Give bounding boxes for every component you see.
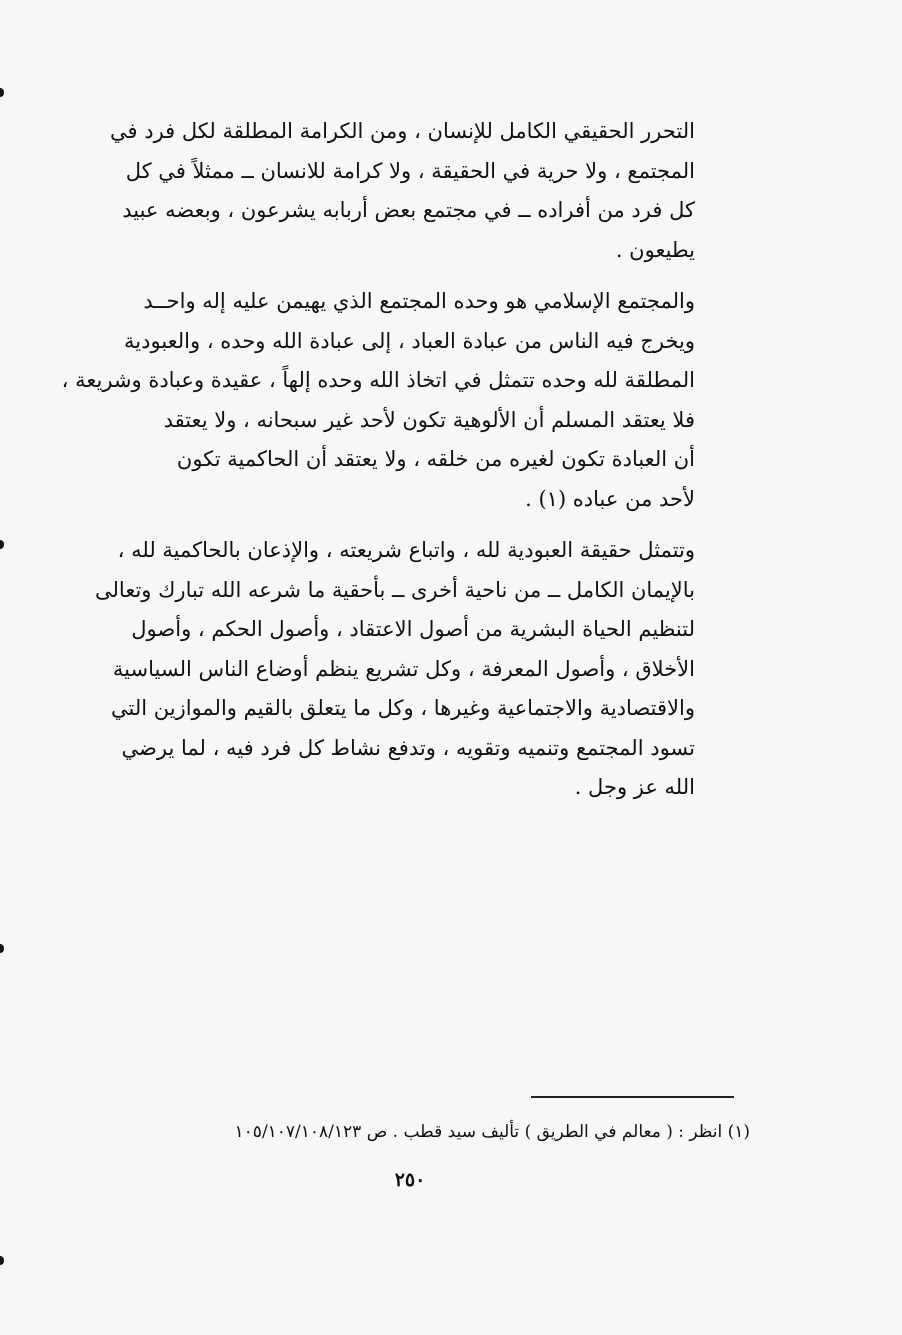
text-line: والمجتمع الإسلامي هو وحده المجتمع الذي يهيمن عليه إله واحــد <box>143 289 695 313</box>
text-line: الله عز وجل . <box>574 775 695 799</box>
margin-mark <box>0 540 4 549</box>
text-line: والاقتصادية والاجتماعية وغيرها ، وكل ما يتعلق بالقيم والموازين التي <box>111 696 695 720</box>
text-line: التحرر الحقيقي الكامل للإنسان ، ومن الكرامة المطلقة لكل فرد في <box>110 119 695 143</box>
text-line: يطيعون . <box>615 237 695 262</box>
paragraph-1 <box>110 112 695 270</box>
text-line: لتنظيم الحياة البشرية من أصول الاعتقاد ، وأصول الحكم ، وأصول <box>131 617 695 641</box>
text-line: لأحد من عباده (١) . <box>525 486 695 511</box>
footnote: (١) انظر : ( معالم في الطريق ) تأليف سيد قطب . ص ١٠٥/١٠٧/١٠٨/١٢٣ <box>234 1122 750 1142</box>
paragraph-2 <box>61 282 695 519</box>
body-text <box>61 112 695 820</box>
paragraph-3 <box>95 531 695 808</box>
text-line: الأخلاق ، وأصول المعرفة ، وكل تشريع ينظم أوضاع الناس السياسية <box>112 656 695 681</box>
text-line: أن العبادة تكون لغيره من خلقه ، ولا يعتقد أن الحاكمية تكون <box>176 447 695 471</box>
text-line: كل فرد من أفراده ــ في مجتمع بعض أربابه يشرعون ، وبعضه عبيد <box>122 198 695 222</box>
text-line: المجتمع ، ولا حرية في الحقيقة ، ولا كرامة للانسان ــ ممثلاً في كل <box>125 158 695 183</box>
margin-mark <box>0 88 4 97</box>
text-line: ويخرج فيه الناس من عبادة العباد ، إلى عبادة الله وحده ، والعبودية <box>124 328 695 353</box>
text-line: بالإيمان الكامل ــ من ناحية أخرى ــ بأحقية ما شرعه الله تبارك وتعالى <box>95 577 695 602</box>
text-line: المطلقة لله وحده تتمثل في اتخاذ الله وحده إلهاً ، عقيدة وعبادة وشريعة ، <box>61 368 695 392</box>
text-line: تسود المجتمع وتنميه وتقويه ، وتدفع نشاط كل فرد فيه ، لما يرضي <box>121 735 695 760</box>
margin-mark <box>0 944 4 953</box>
page-number: ٢٥٠ <box>394 1169 426 1191</box>
footnote-divider <box>531 1096 734 1098</box>
text-line: وتتمثل حقيقة العبودية لله ، واتباع شريعته ، والإذعان بالحاكمية لله ، <box>117 538 695 562</box>
margin-mark <box>0 1256 4 1265</box>
text-line: فلا يعتقد المسلم أن الألوهية تكون لأحد غير سبحانه ، ولا يعتقد <box>163 407 695 432</box>
